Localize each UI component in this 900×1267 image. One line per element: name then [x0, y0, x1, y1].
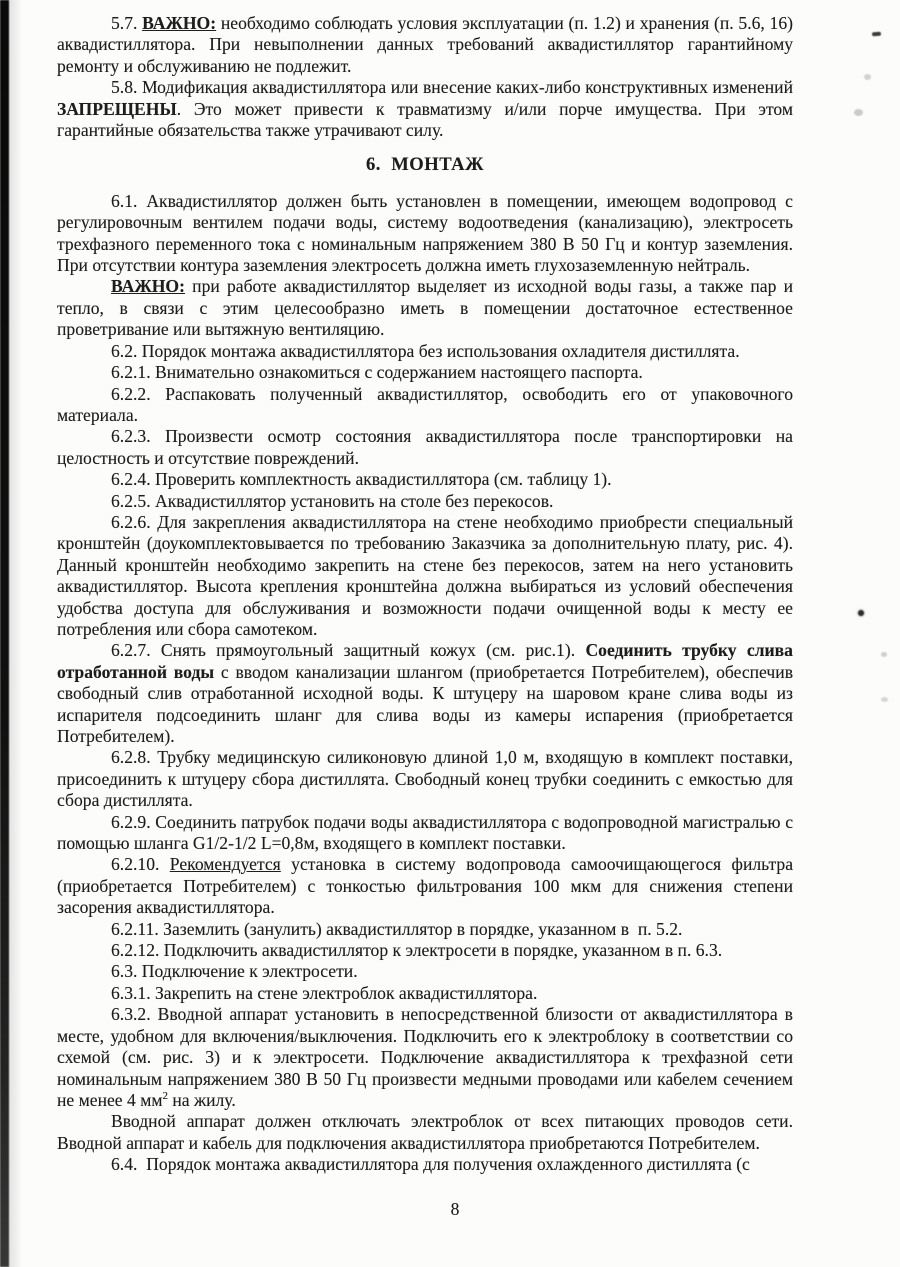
paragraph: 6.4. Порядок монтажа аквадистиллятора для получения охлажденного дистиллята (с: [111, 1154, 750, 1175]
document-body: [57, 13, 793, 1176]
paragraph: ВАЖНО: при работе аквадистиллятор выделяет из исходной воды газы, а также пар и тепло, в связи с этим целесообразно иметь в помещении достаточное естественное проветривание или вытяжную вентиляцию.: [57, 276, 793, 340]
scan-speck: [872, 32, 881, 37]
paragraph: 6.2.3. Произвести осмотр состояния аквадистиллятора после транспортировки на целостность и отсутствие повреждений.: [57, 426, 793, 468]
paragraph: 6.2.2. Распаковать полученный аквадистиллятор, освободить его от упаковочного материала.: [57, 383, 793, 425]
paragraph: 6.2.6. Для закрепления аквадистиллятора на стене необходимо приобрести специальный кронштейн (доукомплектовывается по требованию Заказчика за дополнительную плату, рис. 4). Данный кронштейн необходимо закрепить на стене без перекосов, затем на него установить аквадистиллятор. Высота крепления кронштейна должна выбираться из условий обеспечения удобства доступа для обслуживания и возможности подачи очищенной воды к месту ее потребления или сбора самотеком.: [57, 511, 793, 639]
section-heading: 6. МОНТАЖ: [365, 154, 484, 176]
scan-speck: [881, 697, 888, 702]
paragraph: 6.2.11. Заземлить (занулить) аквадистиллятор в порядке, указанном в п. 5.2.: [111, 918, 683, 939]
paragraph: 6.3.2. Вводной аппарат установить в непосредственной близости от аквадистиллятора в месте, удобном для включения/выключения. Подключить его к электроблоку в соответствии со схемой (см. рис. 3) и к электросети. Подключение аквадистиллятора к трехфазной сети номинальным напряжением 380 В 50 Гц произвести медными проводами или кабелем сечением не менее 4 $мм^2$ на жилу.: [57, 1004, 793, 1110]
paragraph: 6.1. Аквадистиллятор должен быть установлен в помещении, имеющем водопровод с регулировочным вентилем подачи воды, систему водоотведения (канализацию), электросеть трехфазного переменного тока с номинальным напряжением 380 В 50 Гц и контур заземления. При отсутствии контура заземления электросеть должна иметь глухозаземленную нейтраль.: [57, 190, 793, 276]
paragraph: 6.3.1. Закрепить на стене электроблок аквадистиллятора.: [111, 982, 538, 1003]
paragraph: 6.2.4. Проверить комплектность аквадистиллятора (см. таблицу 1).: [111, 469, 612, 490]
page-number: 8: [450, 1199, 460, 1219]
paragraph: 6.2.7. Снять прямоугольный защитный кожух (см. рис.1). Соединить трубку слива отработанной воды с вводом канализации шлангом (приобретается Потребителем), обеспечив свободный слив отработанной исходной воды. К штуцеру на шаровом кране слива воды из испарителя подсоединить шланг для слива воды из камеры испарения (приобретается Потребителем).: [57, 640, 794, 746]
paragraph: 6.3. Подключение к электросети.: [111, 961, 358, 982]
paragraph: 6.2.9. Соединить патрубок подачи воды аквадистиллятора с водопроводной магистралью с помощью шланга G1/2-1/2 L=0,8м, входящего в комплект поставки.: [57, 811, 793, 854]
paragraph: 6.2.12. Подключить аквадистиллятор к электросети в порядке, указанном в п. 6.3.: [111, 940, 723, 961]
scan-speck: [864, 74, 871, 80]
scan-speck: [858, 610, 864, 616]
scan-speck: [881, 652, 887, 657]
paragraph: 6.2. Порядок монтажа аквадистиллятора без использования охладителя дистиллята.: [111, 340, 740, 361]
paragraph: 6.2.8. Трубку медицинскую силиконовую длиной 1,0 м, входящую в комплект поставки, присоединить к штуцеру сбора дистиллята. Свободный конец трубки соединить с емкостью для сбора дистиллята.: [57, 747, 793, 811]
paragraph: 5.8. Модификация аквадистиллятора или внесение каких-либо конструктивных изменений ЗАПРЕЩЕНЫ. Это может привести к травматизму и/или порче имущества. При этом гарантийные обязательства также утрачивают силу.: [57, 77, 793, 141]
paragraph: 6.2.1. Внимательно ознакомиться с содержанием настоящего паспорта.: [111, 362, 643, 383]
scan-edge-shadow: [9, 0, 23, 1267]
paragraph: 5.7. ВАЖНО: необходимо соблюдать условия эксплуатации (п. 1.2) и хранения (п. 5.6, 16) аквадистиллятора. При невыполнении данных требований аквадистиллятор гарантийному ремонту и обслуживанию не подлежит.: [57, 13, 793, 76]
scan-speck: [854, 109, 863, 116]
scan-edge-left: [0, 0, 9, 1267]
paragraph: 6.2.10. Рекомендуется установка в систему водопровода самоочищающегося фильтра (приобретается Потребителем) с тонкостью фильтрования 100 мкм для снижения степени засорения аквадистиллятора.: [57, 854, 794, 918]
paragraph: 6.2.5. Аквадистиллятор установить на столе без перекосов.: [111, 490, 554, 511]
paragraph: Вводной аппарат должен отключать электроблок от всех питающих проводов сети. Вводной аппарат и кабель для подключения аквадистиллятора приобретаются Потребителем.: [57, 1111, 793, 1153]
